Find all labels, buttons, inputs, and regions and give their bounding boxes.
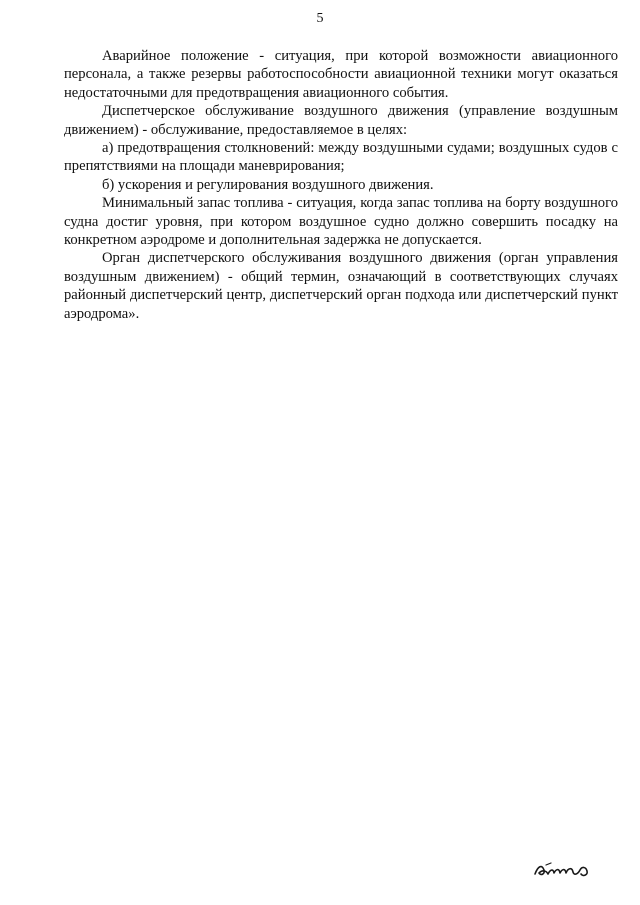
document-body	[64, 47, 618, 323]
paragraph-emergency-situation: Аварийное положение - ситуация, при которой возможности авиационного персонала, а также резервы работоспособности авиационной техники могут оказаться недостаточными для предотвращения авиационного события.	[64, 48, 618, 101]
handwritten-signature	[532, 858, 592, 880]
paragraph-air-traffic-control: Диспетчерское обслуживание воздушного движения (управление воздушным движением) - обслуживание, предоставляемое в целях:	[64, 103, 618, 138]
paragraph-item-a: а) предотвращения столкновений: между воздушными судами; воздушных судов с препятствиями на площади маневрирования;	[64, 140, 618, 175]
paragraph-minimum-fuel: Минимальный запас топлива - ситуация, когда запас топлива на борту воздушного судна достиг уровня, при котором воздушное судно должно совершить посадку на конкретном аэродроме и дополнительная задержка не допускается.	[64, 195, 618, 249]
paragraph-atc-unit: Орган диспетчерского обслуживания воздушного движения (орган управления воздушным движением) - общий термин, означающий в соответствующих случаях районный диспетчерский центр, диспетчерский орган подхода или диспетчерский пункт аэродрома».	[64, 250, 618, 322]
paragraph-item-b: б) ускорения и регулирования воздушного движения.	[102, 176, 434, 193]
page-number: 5	[316, 11, 324, 26]
